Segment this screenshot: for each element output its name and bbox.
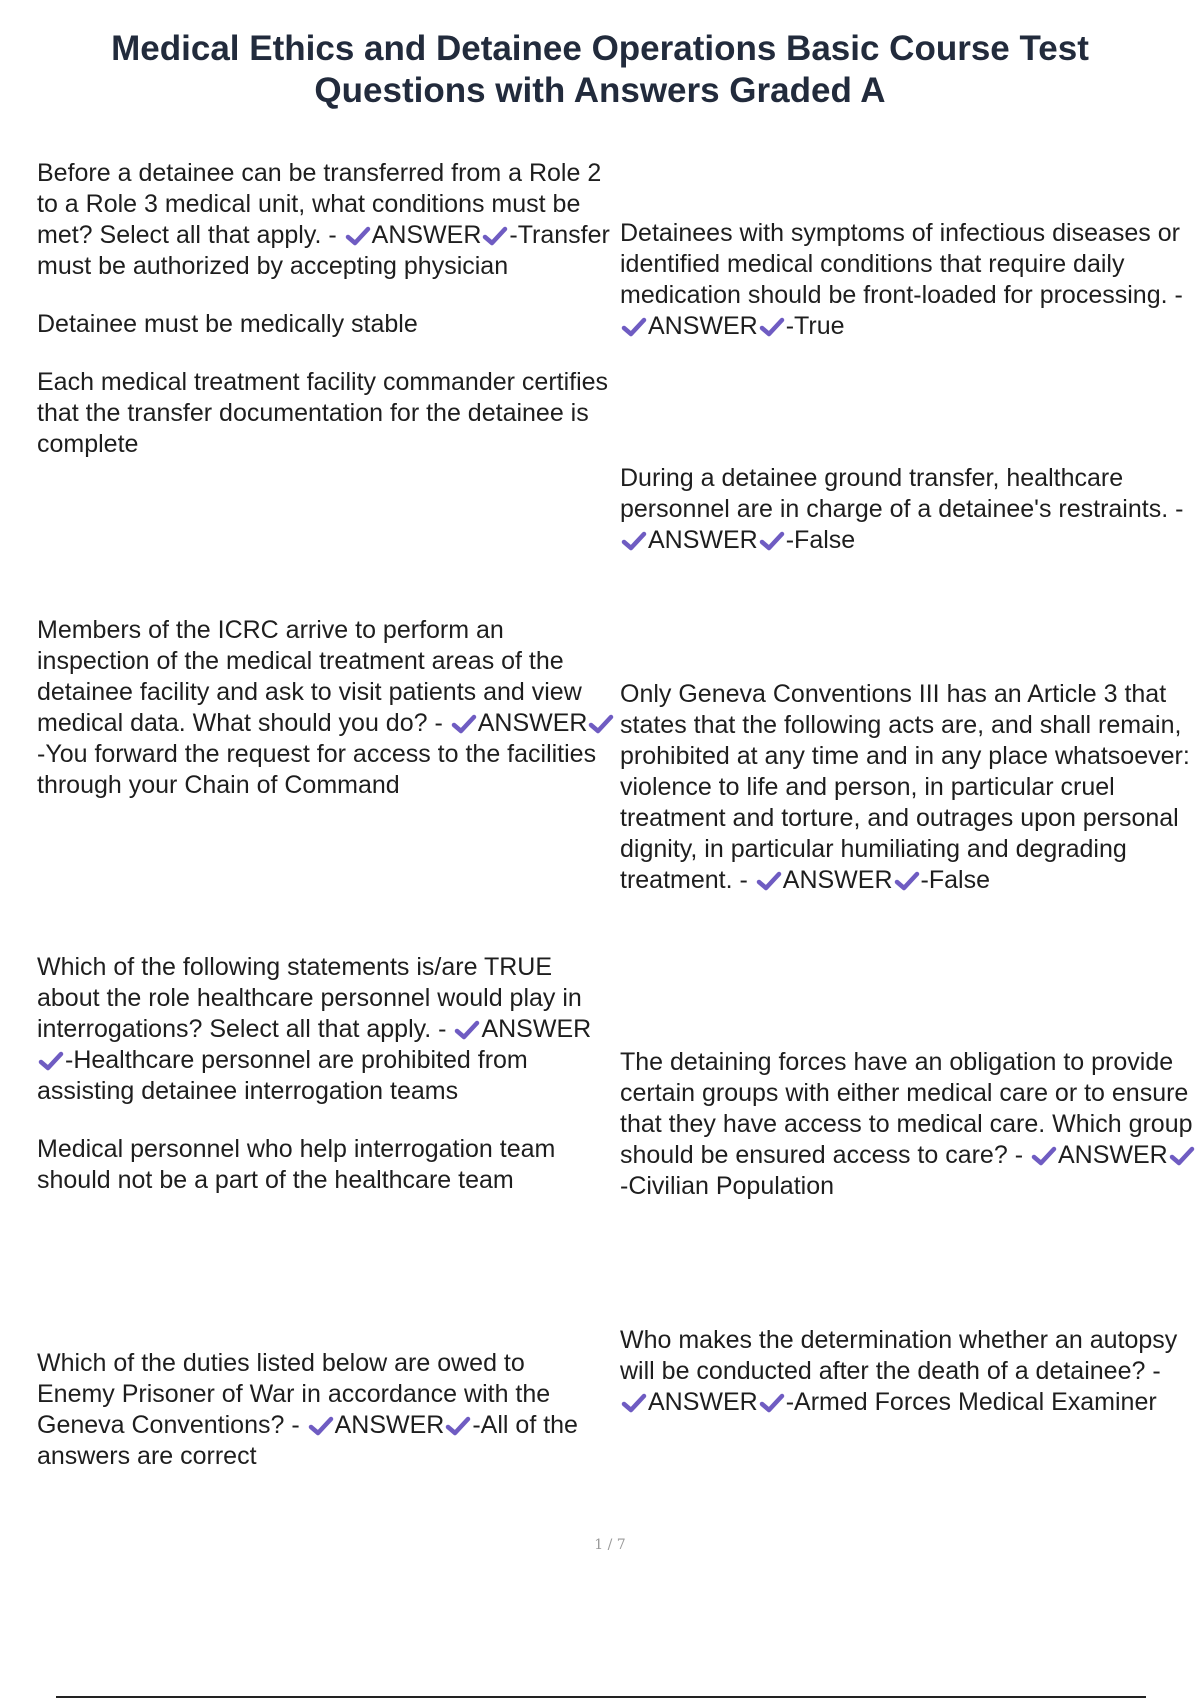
check-icon bbox=[759, 531, 785, 551]
check-icon bbox=[345, 226, 371, 246]
answer-label: ANSWER bbox=[648, 312, 758, 340]
question-text: Members of the ICRC arrive to perform an inspection of the medical treatment areas of the detainee facility and ask to visit patients and view medical data. What should you do? - bbox=[37, 616, 582, 737]
qa-item-left-3 bbox=[37, 952, 617, 1196]
question-text: Which of the following statements is/are TRUE about the role healthcare personnel would play in interrogations? Select all that apply. - bbox=[37, 953, 582, 1043]
check-icon bbox=[759, 317, 785, 337]
answer-text: -Armed Forces Medical Examiner bbox=[785, 1388, 1157, 1416]
answer-text: -Transfer must be authorized by accepting physician bbox=[37, 221, 610, 280]
check-icon bbox=[38, 1051, 64, 1071]
check-icon bbox=[588, 714, 614, 734]
question-text: Detainees with symptoms of infectious diseases or identified medical conditions that require daily medication should be front-loaded for processing. - bbox=[620, 219, 1183, 309]
qa-item-right-5 bbox=[620, 1325, 1190, 1418]
footer-divider bbox=[56, 1696, 1146, 1698]
check-icon bbox=[451, 714, 477, 734]
question-text: Before a detainee can be transferred from a Role 2 to a Role 3 medical unit, what conditions must be met? Select all that apply. - bbox=[37, 159, 602, 249]
question-text: Which of the duties listed below are owed to Enemy Prisoner of War in accordance with the Geneva Conventions? - bbox=[37, 1349, 551, 1439]
answer-text: -True bbox=[785, 312, 845, 340]
answer-extra: Detainee must be medically stable bbox=[37, 310, 418, 338]
qa-item-right-2 bbox=[620, 463, 1200, 556]
check-icon bbox=[621, 1393, 647, 1413]
answer-text: -You forward the request for access to the facilities through your Chain of Command bbox=[37, 740, 597, 799]
answer-label: ANSWER bbox=[371, 221, 482, 249]
check-icon bbox=[445, 1416, 471, 1436]
question-text: Only Geneva Conventions III has an Article 3 that states that the following acts are, and shall remain, prohibited at any time and in any place whatsoever: violence to life and person, in particular cruel treatment and torture, and outrages upon personal dignity, in particular humiliating and degrading treatment. - bbox=[620, 680, 1190, 894]
answer-label: ANSWER bbox=[782, 866, 893, 894]
check-icon bbox=[621, 531, 647, 551]
answer-label: ANSWER bbox=[481, 1015, 592, 1043]
answer-label: ANSWER bbox=[648, 526, 758, 554]
check-icon bbox=[1169, 1146, 1195, 1166]
qa-item-right-1 bbox=[620, 218, 1200, 342]
answer-text: -Healthcare personnel are prohibited from assisting detainee interrogation teams bbox=[37, 1046, 528, 1105]
answer-text: -Civilian Population bbox=[620, 1172, 835, 1200]
check-icon bbox=[454, 1020, 480, 1040]
check-icon bbox=[759, 1393, 785, 1413]
answer-text: -False bbox=[920, 866, 990, 894]
answer-label: ANSWER bbox=[334, 1411, 445, 1439]
question-text: The detaining forces have an obligation to provide certain groups with either medical care or to ensure that they have access to medical care. Which group should be ensured access to care? - bbox=[620, 1048, 1193, 1169]
question-text: Who makes the determination whether an autopsy will be conducted after the death of a detainee? - bbox=[620, 1326, 1178, 1385]
check-icon bbox=[308, 1416, 334, 1436]
check-icon bbox=[482, 226, 508, 246]
check-icon bbox=[621, 317, 647, 337]
qa-item-left-1 bbox=[37, 158, 612, 460]
answer-extra: Medical personnel who help interrogation team should not be a part of the healthcare team bbox=[37, 1135, 556, 1194]
page-number: 1 / 7 bbox=[594, 1537, 626, 1553]
qa-item-right-4 bbox=[620, 1047, 1200, 1202]
check-icon bbox=[1031, 1146, 1057, 1166]
answer-text: -False bbox=[785, 526, 856, 554]
answer-label: ANSWER bbox=[648, 1388, 758, 1416]
page-title: Medical Ethics and Detainee Operations Basic Course Test Questions with Answers Graded A bbox=[111, 29, 1089, 110]
answer-label: ANSWER bbox=[1057, 1141, 1168, 1169]
answer-extra: Each medical treatment facility commander certifies that the transfer documentation for the detainee is complete bbox=[37, 368, 609, 458]
qa-item-right-3 bbox=[620, 679, 1200, 896]
answer-text: -All of the answers are correct bbox=[37, 1411, 578, 1470]
answer-label: ANSWER bbox=[477, 709, 588, 737]
question-text: During a detainee ground transfer, healthcare personnel are in charge of a detainee's restraints. - bbox=[620, 464, 1184, 523]
qa-item-left-4 bbox=[37, 1348, 597, 1472]
qa-item-left-2 bbox=[37, 615, 617, 801]
check-icon bbox=[756, 871, 782, 891]
check-icon bbox=[894, 871, 920, 891]
